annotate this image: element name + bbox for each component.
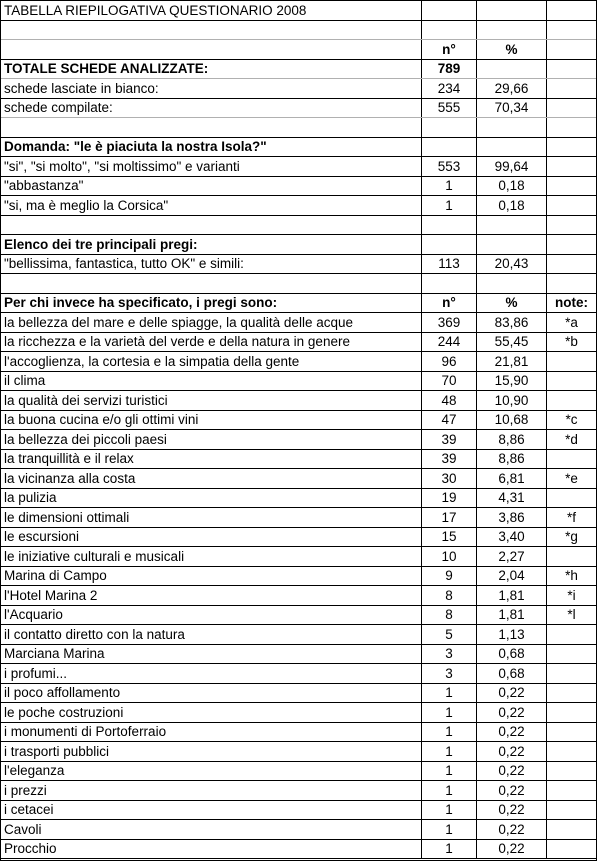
strength-count: 39 xyxy=(422,430,477,449)
strength-note: *b xyxy=(565,334,578,350)
notes-header: note: xyxy=(555,295,588,311)
table-row xyxy=(1,450,596,470)
spacer-row xyxy=(1,216,596,236)
table-row xyxy=(1,333,596,353)
strength-percent: 15,90 xyxy=(477,372,547,391)
strength-label: i profumi... xyxy=(1,664,422,683)
strength-count: 3 xyxy=(422,664,477,683)
strength-note xyxy=(547,489,596,508)
table-row xyxy=(1,508,596,528)
strength-label: la bellezza dei piccoli paesi xyxy=(1,430,422,449)
strength-count: 5 xyxy=(422,625,477,644)
strength-note xyxy=(547,645,596,664)
table-row xyxy=(1,684,596,704)
strength-note xyxy=(547,781,596,800)
table-row xyxy=(1,762,596,782)
strength-percent: 0,22 xyxy=(477,742,547,761)
strength-note xyxy=(547,723,596,742)
table-row xyxy=(1,820,596,840)
table-row xyxy=(1,664,596,684)
strength-note xyxy=(547,820,596,839)
count-header: n° xyxy=(422,294,477,313)
table-row: schede compilate: 555 70,34 xyxy=(1,99,596,119)
strength-label: il clima xyxy=(1,372,422,391)
strength-count: 39 xyxy=(422,450,477,469)
spacer-row xyxy=(1,274,596,294)
strength-percent: 0,22 xyxy=(477,801,547,820)
strength-percent: 0,22 xyxy=(477,684,547,703)
title-row xyxy=(1,1,596,21)
strength-label: Cavoli xyxy=(1,820,422,839)
strength-count: 15 xyxy=(422,528,477,547)
empty-cell xyxy=(422,1,477,20)
strength-label: la pulizia xyxy=(1,489,422,508)
strength-count: 96 xyxy=(422,352,477,371)
table-row xyxy=(1,801,596,821)
spacer-row xyxy=(1,118,596,138)
strength-label: la bellezza del mare e delle spiagge, la qualità delle acque xyxy=(1,313,422,332)
table-row xyxy=(1,352,596,372)
strength-percent: 0,22 xyxy=(477,723,547,742)
column-header-row xyxy=(1,40,596,60)
strength-label: i trasporti pubblici xyxy=(1,742,422,761)
strength-label: la qualità dei servizi turistici xyxy=(1,391,422,410)
strength-note: *d xyxy=(565,431,578,447)
strength-percent: 8,86 xyxy=(477,430,547,449)
strength-label: la buona cucina e/o gli ottimi vini xyxy=(1,411,422,430)
strength-count: 1 xyxy=(422,684,477,703)
total-label: TOTALE SCHEDE ANALIZZATE: xyxy=(1,60,422,79)
section-heading-row xyxy=(1,138,596,158)
table-title: TABELLA RIEPILOGATIVA QUESTIONARIO 2008 xyxy=(1,1,422,20)
strength-percent: 1,81 xyxy=(477,606,547,625)
strength-count: 1 xyxy=(422,840,477,859)
strength-note: *i xyxy=(567,587,576,603)
strength-percent: 21,81 xyxy=(477,352,547,371)
strength-note: *e xyxy=(565,470,578,486)
strength-note xyxy=(547,742,596,761)
strength-note xyxy=(547,372,596,391)
strength-label: la tranquillità e il relax xyxy=(1,450,422,469)
strength-label: i cetacei xyxy=(1,801,422,820)
strength-label: le escursioni xyxy=(1,528,422,547)
table-row xyxy=(1,391,596,411)
table-row xyxy=(1,742,596,762)
strength-percent: 2,04 xyxy=(477,567,547,586)
empty-cell xyxy=(477,1,547,20)
table-row xyxy=(1,313,596,333)
table-row: "si", "si molto", "si moltissimo" e varianti 553 99,64 xyxy=(1,157,596,177)
strength-note xyxy=(547,625,596,644)
table-row xyxy=(1,723,596,743)
strength-label: l'accoglienza, la cortesia e la simpatia della gente xyxy=(1,352,422,371)
strength-percent: 2,27 xyxy=(477,547,547,566)
strength-count: 19 xyxy=(422,489,477,508)
strength-percent: 0,68 xyxy=(477,645,547,664)
strength-label: le iniziative culturali e musicali xyxy=(1,547,422,566)
strength-label: l'eleganza xyxy=(1,762,422,781)
table-row xyxy=(1,840,596,860)
section-heading-row xyxy=(1,294,596,314)
strength-label: la vicinanza alla costa xyxy=(1,469,422,488)
table-row xyxy=(1,547,596,567)
strength-label: la ricchezza e la varietà del verde e della natura in genere xyxy=(1,333,422,352)
table-row: schede lasciate in bianco: 234 29,66 xyxy=(1,79,596,99)
strength-label: l'Hotel Marina 2 xyxy=(1,586,422,605)
strength-count: 17 xyxy=(422,508,477,527)
strength-note xyxy=(547,450,596,469)
strength-count: 1 xyxy=(422,781,477,800)
strength-label: le poche costruzioni xyxy=(1,703,422,722)
strength-percent: 0,22 xyxy=(477,762,547,781)
section-heading-row xyxy=(1,235,596,255)
strength-count: 369 xyxy=(422,313,477,332)
strength-percent: 10,68 xyxy=(477,411,547,430)
strength-percent: 83,86 xyxy=(477,313,547,332)
strength-note: *a xyxy=(565,314,578,330)
strength-percent: 0,22 xyxy=(477,703,547,722)
strength-note: *l xyxy=(567,607,576,623)
strength-count: 1 xyxy=(422,820,477,839)
table-row xyxy=(1,606,596,626)
strength-percent: 0,22 xyxy=(477,820,547,839)
strength-label: Marina di Campo xyxy=(1,567,422,586)
table-row xyxy=(1,703,596,723)
table-row xyxy=(1,430,596,450)
table-row: "si, ma è meglio la Corsica" 1 0,18 xyxy=(1,196,596,216)
strength-note xyxy=(547,352,596,371)
strength-label: le dimensioni ottimali xyxy=(1,508,422,527)
table-row xyxy=(1,528,596,548)
table-row xyxy=(1,372,596,392)
strength-count: 1 xyxy=(422,723,477,742)
strength-count: 8 xyxy=(422,586,477,605)
strength-note xyxy=(547,547,596,566)
table-row xyxy=(1,625,596,645)
total-row xyxy=(1,60,596,80)
table-row: "abbastanza" 1 0,18 xyxy=(1,177,596,197)
strength-label: il poco affollamento xyxy=(1,684,422,703)
strength-note xyxy=(547,703,596,722)
strength-count: 30 xyxy=(422,469,477,488)
strength-percent: 6,81 xyxy=(477,469,547,488)
strength-note: *g xyxy=(565,529,578,545)
strength-count: 244 xyxy=(422,333,477,352)
strength-count: 1 xyxy=(422,742,477,761)
strength-note xyxy=(547,391,596,410)
strength-percent: 0,22 xyxy=(477,840,547,859)
table-row xyxy=(1,489,596,509)
strength-label: il contatto diretto con la natura xyxy=(1,625,422,644)
strength-note: *f xyxy=(566,509,576,525)
strength-count: 9 xyxy=(422,567,477,586)
percent-header: % xyxy=(477,40,547,59)
strength-note: *h xyxy=(565,568,578,584)
strength-percent: 8,86 xyxy=(477,450,547,469)
strength-note xyxy=(547,684,596,703)
strength-label: Marciana Marina xyxy=(1,645,422,664)
strength-percent: 1,81 xyxy=(477,586,547,605)
strength-percent: 3,40 xyxy=(477,528,547,547)
strength-percent: 55,45 xyxy=(477,333,547,352)
strength-count: 48 xyxy=(422,391,477,410)
strength-label: i prezzi xyxy=(1,781,422,800)
strength-count: 10 xyxy=(422,547,477,566)
strength-percent: 0,22 xyxy=(477,781,547,800)
strength-label: Procchio xyxy=(1,840,422,859)
strength-percent: 0,68 xyxy=(477,664,547,683)
strength-count: 1 xyxy=(422,762,477,781)
strength-label: i monumenti di Portoferraio xyxy=(1,723,422,742)
strength-percent: 3,86 xyxy=(477,508,547,527)
count-header: n° xyxy=(422,40,477,59)
table-row xyxy=(1,586,596,606)
specified-strengths-heading: Per chi invece ha specificato, i pregi sono: xyxy=(1,294,422,313)
percent-header: % xyxy=(477,294,547,313)
strengths-list xyxy=(1,313,596,859)
strength-count: 3 xyxy=(422,645,477,664)
strength-count: 8 xyxy=(422,606,477,625)
strength-percent: 10,90 xyxy=(477,391,547,410)
strength-note xyxy=(547,664,596,683)
strengths-heading: Elenco dei tre principali pregi: xyxy=(1,235,422,254)
table-row xyxy=(1,781,596,801)
table-row xyxy=(1,645,596,665)
strength-count: 1 xyxy=(422,703,477,722)
table-row xyxy=(1,411,596,431)
table-row xyxy=(1,469,596,489)
empty-cell xyxy=(547,1,596,20)
strength-label: l'Acquario xyxy=(1,606,422,625)
table-row xyxy=(1,567,596,587)
question-heading: Domanda: "le è piaciuta la nostra Isola?" xyxy=(1,138,422,157)
strength-count: 1 xyxy=(422,801,477,820)
strength-percent: 4,31 xyxy=(477,489,547,508)
strength-note xyxy=(547,801,596,820)
spacer-row xyxy=(1,21,596,41)
strength-note xyxy=(547,762,596,781)
strength-note xyxy=(547,840,596,859)
strength-count: 47 xyxy=(422,411,477,430)
table-row: "bellissima, fantastica, tutto OK" e simili: 113 20,43 xyxy=(1,255,596,275)
strength-note: *c xyxy=(565,412,578,428)
strength-count: 70 xyxy=(422,372,477,391)
strength-percent: 1,13 xyxy=(477,625,547,644)
total-count: 789 xyxy=(422,60,477,79)
